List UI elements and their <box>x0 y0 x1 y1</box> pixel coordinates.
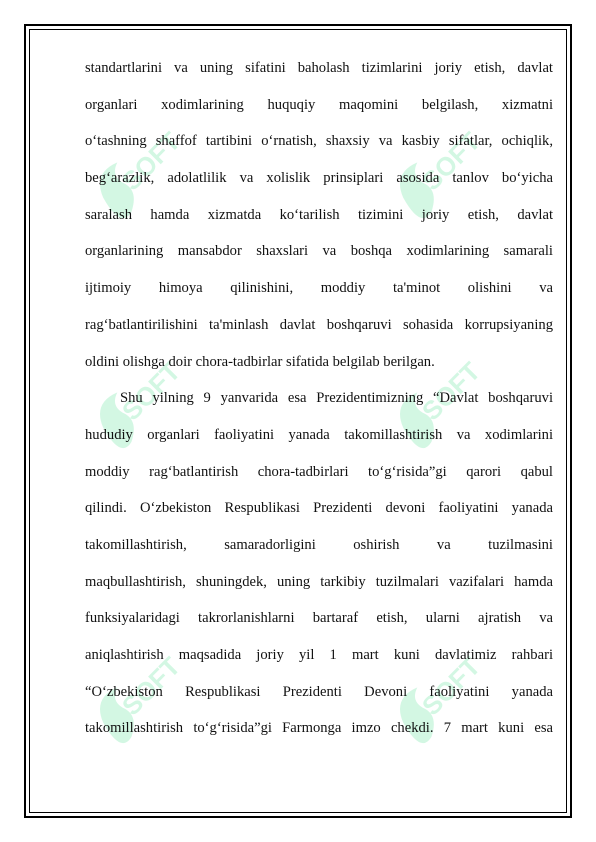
text-line: rag‘batlantirilishini ta'minlash davlat boshqaruvi sohasida korrupsiyaning <box>85 316 553 333</box>
text-line: beg‘arazlik, adolatlilik va xolislik prinsiplari asosida tanlov bo‘yicha <box>85 170 553 187</box>
watermark-text: SOFT <box>415 356 487 427</box>
text-line: maqbullashtirish, shuningdek, uning tarkibiy tuzilmalari vazifalari hamda <box>85 573 553 590</box>
text-line: takomillashtirish, samaradorligini oshirish va tuzilmasini <box>85 536 553 553</box>
watermark-text: SOFT <box>115 356 187 427</box>
watermark-text: SOFT <box>115 651 187 722</box>
text-line: hududiy organlari faoliyatini yanada takomillashtirish va xodimlarini <box>85 426 553 443</box>
text-line: oldini olishga doir chora-tadbirlar sifatida belgilab berilgan. <box>85 353 435 370</box>
watermark-text: SOFT <box>415 126 487 197</box>
watermark-text: SOFT <box>415 651 487 722</box>
text-line: o‘tashning shaffof tartibini o‘rnatish, shaxsiy va kasbiy sifatlar, ochiqlik, <box>85 133 553 150</box>
watermark-text: SOFT <box>115 126 187 197</box>
text-line: moddiy rag‘batlantirish chora-tadbirlari to‘g‘risida”gi qarori qabul <box>85 463 553 480</box>
text-line: takomillashtirish to‘g‘risida”gi Farmonga imzo chekdi. 7 mart kuni esa <box>85 720 553 737</box>
text-line: saralash hamda xizmatda ko‘tarilish tizimini joriy etish, davlat <box>85 206 553 223</box>
text-line: “O‘zbekiston Respublikasi Prezidenti Devoni faoliyatini yanada <box>85 683 553 700</box>
text-line: qilindi. O‘zbekiston Respublikasi Prezidenti devoni faoliyatini yanada <box>85 500 553 517</box>
text-line: Shu yilning 9 yanvarida esa Prezidentimizning “Davlat boshqaruvi <box>120 390 553 407</box>
text-line: funksiyalaridagi takrorlanishlarni bartaraf etish, ularni ajratish va <box>85 610 553 627</box>
text-line: ijtimoiy himoya qilinishini, moddiy ta'minot olishini va <box>85 280 553 297</box>
document-body <box>85 50 553 747</box>
text-line: organlari xodimlarining huquqiy maqomini belgilash, xizmatni <box>85 96 553 113</box>
text-line: standartlarini va uning sifatini baholash tizimlarini joriy etish, davlat <box>85 60 553 76</box>
text-line: aniqlashtirish maqsadida joriy yil 1 mart kuni davlatimiz rahbari <box>85 647 553 663</box>
text-line: organlarining mansabdor shaxslari va boshqa xodimlarining samarali <box>85 243 553 260</box>
